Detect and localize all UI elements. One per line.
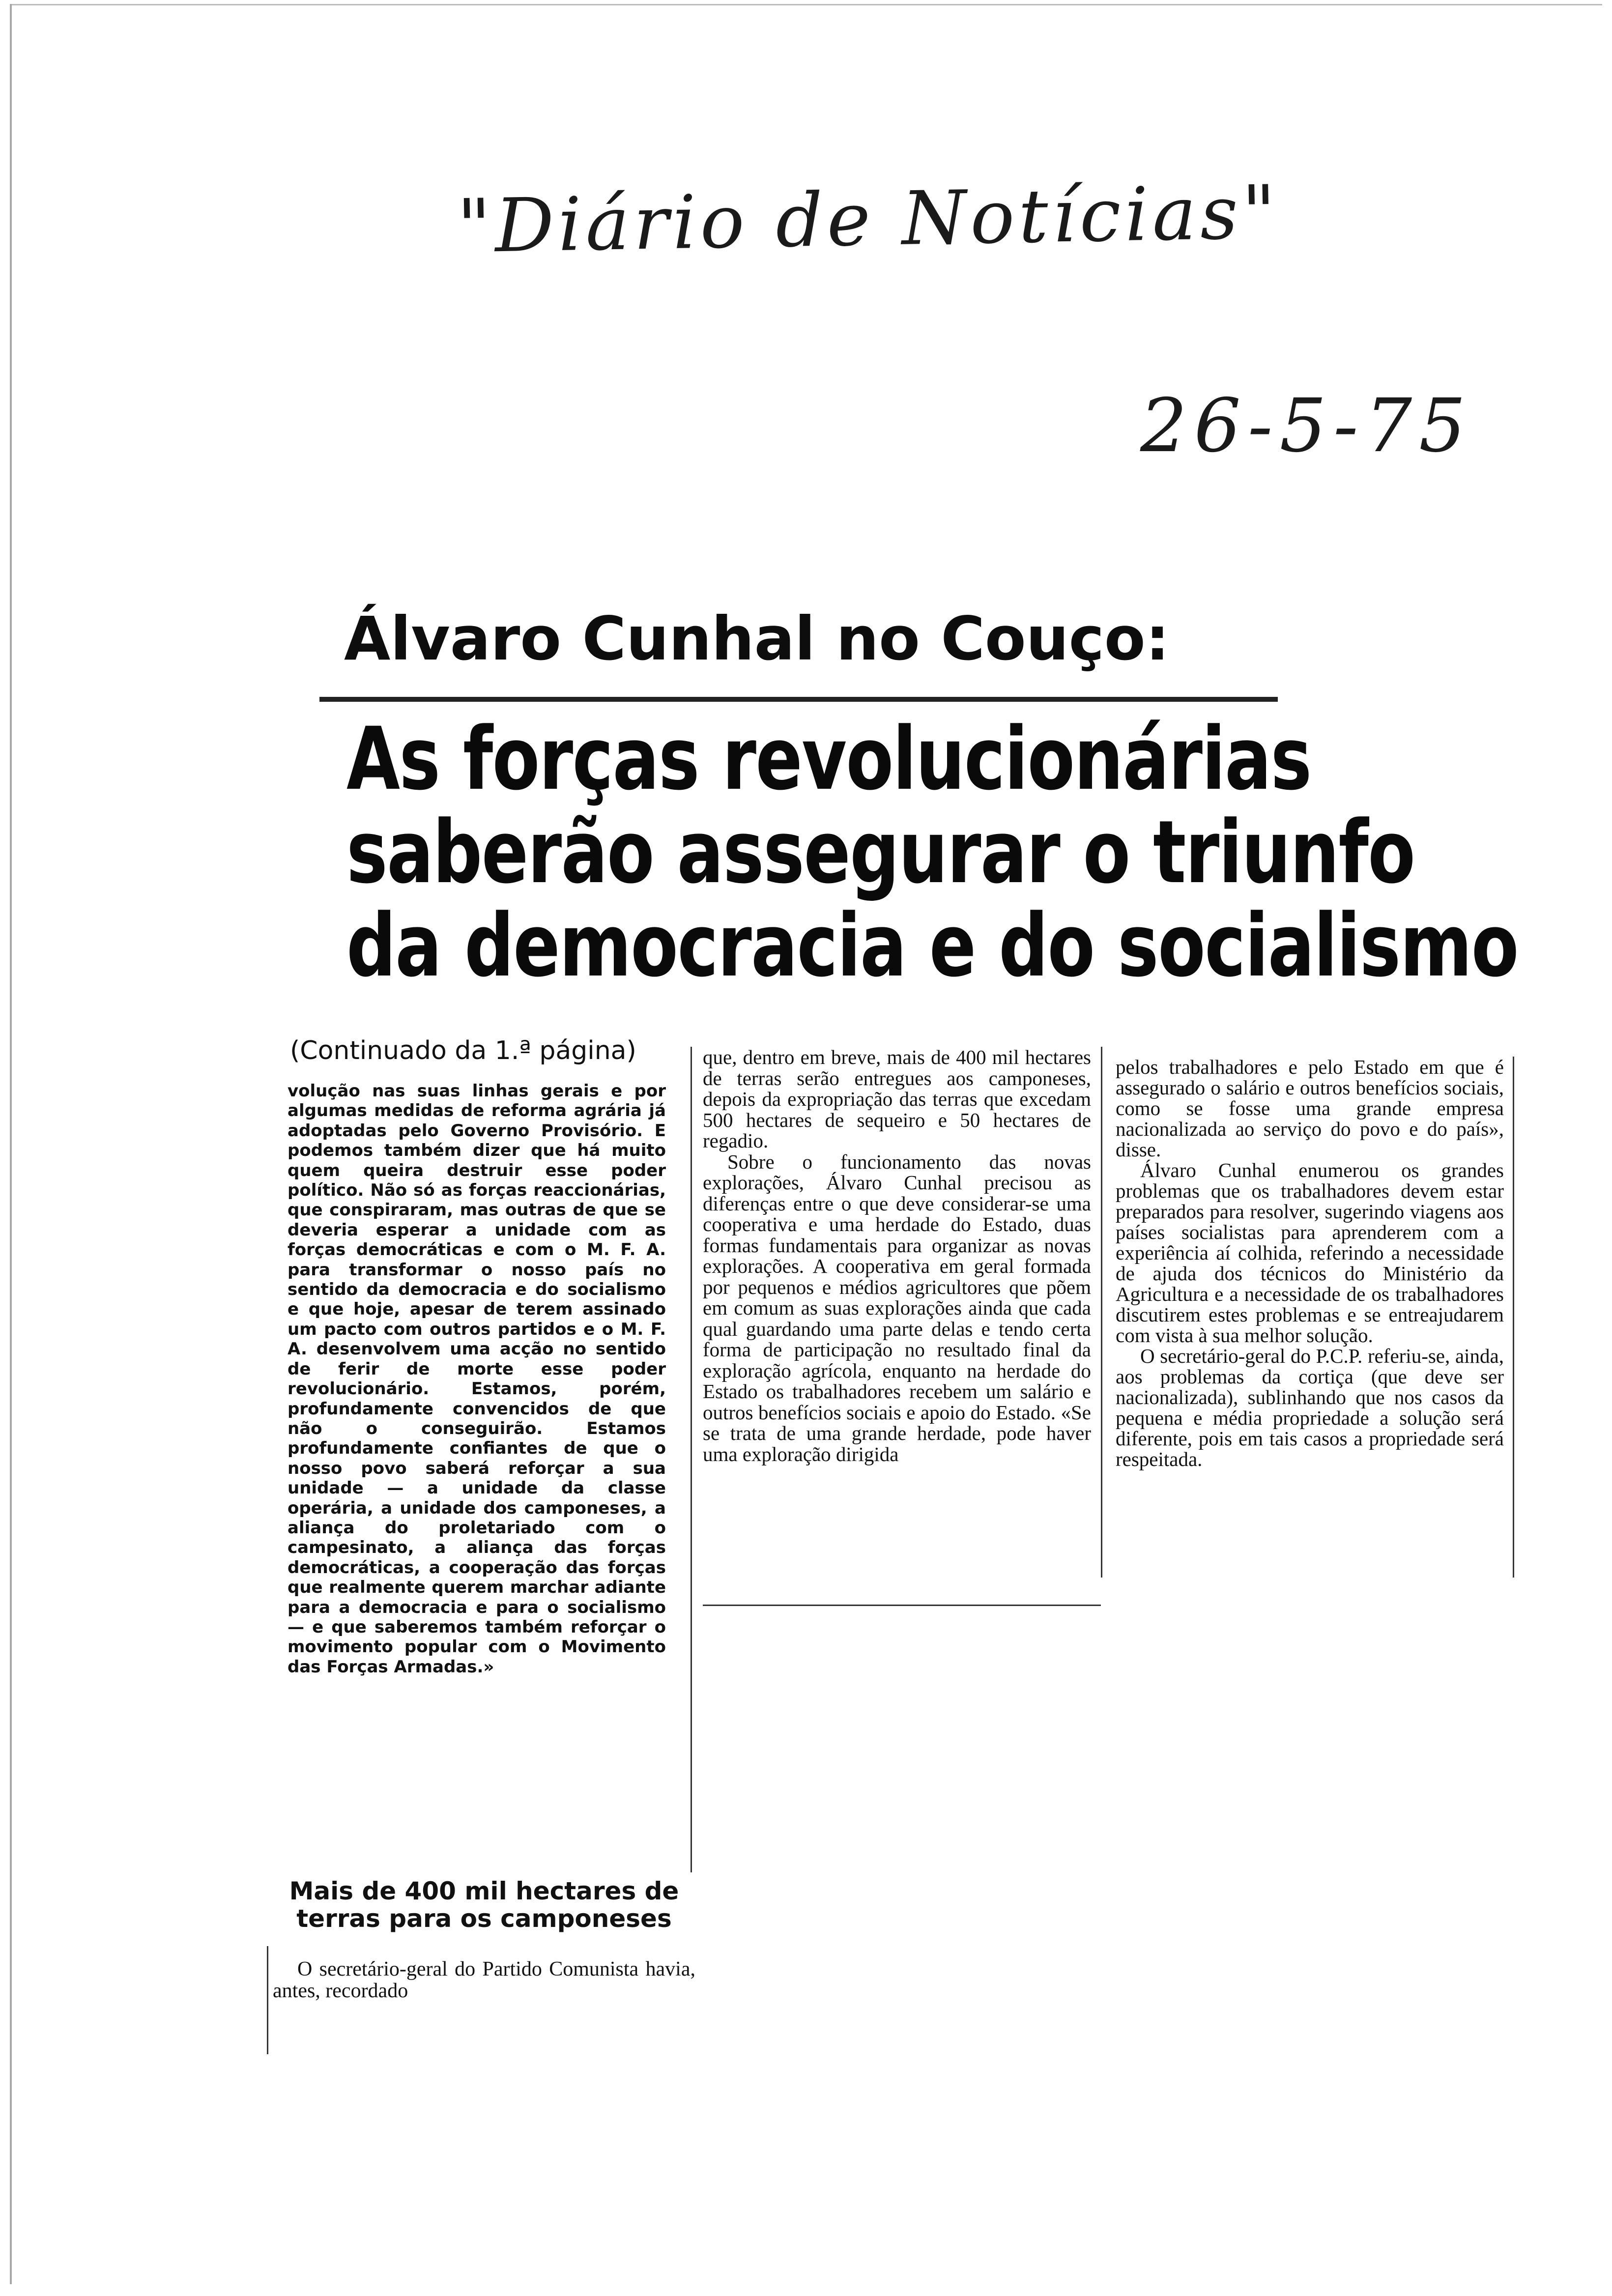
column-paragraph: volução nas suas linhas gerais e por algumas medidas de reforma agrária já adoptadas pelo Governo Provisório. E podemos também dizer que há muito quem queira destruir esse poder político. Não só as forças reaccionárias, que conspiraram, mas outras de que se deveria esperar a unidade com as forças democráticas e com o M. F. A. para transformar o nosso país no sentido da democracia e do socialismo e que hoje, apesar de terem assinado um pacto com outros partidos e o M. F. A. desenvolvem uma acção no sentido de ferir de morte esse poder revolucionário. Estamos, porém, profundamente convencidos de que não o conseguirão. Estamos profundamente confiantes de que o nosso povo saberá reforçar a sua unidade — a unidade da classe operária, a unidade dos camponeses, a aliança do proletariado com o campesinato, a aliança das forças democráticas, a cooperação das forças que realmente querem marchar adiante para a democracia e para o socialismo — e que saberemos também reforçar o movimento popular com o Movimento das Forças Armadas.» <box>288 1081 666 1677</box>
column-paragraph: pelos trabalhadores e pelo Estado em que é assegurado o salário e outros benefícios sociais, como se fosse uma grande empresa nacionalizada ao serviço do povo e do país», disse. <box>1116 1056 1504 1161</box>
article-headline <box>346 709 1518 996</box>
column-rule <box>1101 1047 1102 1578</box>
column-2 <box>703 1047 1091 1464</box>
column-paragraph: O secretário-geral do P.C.P. referiu-se, ainda, aos problemas da cortiça (que deve ser nacionalizada), sublinhando que nos casos da pequena e média propriedade a solução será diferente, pois em tais casos a propriedade será respeitada. <box>1116 1345 1504 1470</box>
handwritten-newspaper-name: "Diário de Notícias" <box>456 170 1281 270</box>
handwritten-date: 26-5-75 <box>1140 383 1473 469</box>
column-rule-bottom <box>703 1605 1101 1606</box>
clipping-edge <box>267 1946 268 2054</box>
column-paragraph: O secretário-geral do Partido Comunista havia, antes, recordado <box>273 1958 695 2002</box>
scan-border-top <box>10 4 1602 5</box>
column-3 <box>1116 1057 1504 1469</box>
column-rule <box>1513 1057 1514 1578</box>
continued-note: (Continuado da 1.ª página) <box>290 1036 636 1065</box>
section-subhead: Mais de 400 mil hectares de terras para os camponeses <box>289 1877 679 1933</box>
headline-line: da democracia e do socialismo <box>346 895 1518 996</box>
headline-line: As forças revolucionárias <box>346 709 1311 809</box>
kicker-underline <box>319 697 1278 702</box>
column-1 <box>288 1081 666 1677</box>
headline-line: saberão assegurar o triunfo <box>346 802 1415 903</box>
column-1-tail <box>273 1958 695 2002</box>
column-paragraph: Sobre o funcionamento das novas explorações, Álvaro Cunhal precisou as diferenças entre o que deve considerar-se uma cooperativa e uma herdade do Estado, duas formas fundamentais para organizar as novas explorações. A cooperativa em geral formada por pequenos e médios agricultores que põem em comum as suas explorações ainda que cada qual guardando uma parte delas e tendo certa forma de participação no resultado final da exploração agrícola, enquanto na herdade do Estado os trabalhadores recebem um salário e outros benefícios sociais e apoio do Estado. «Se se trata de uma grande herdade, pode haver uma exploração dirigida <box>703 1150 1091 1465</box>
column-paragraph: que, dentro em breve, mais de 400 mil hectares de terras serão entregues aos camponeses, depois da expropriação das terras que excedam 500 hectares de sequeiro e 50 hectares de regadio. <box>703 1046 1091 1152</box>
column-paragraph: Álvaro Cunhal enumerou os grandes problemas que os trabalhadores devem estar preparados para resolver, sugerindo viagens aos países socialistas para aprenderem com a experiência aí colhida, referindo a necessidade de ajuda dos técnicos do Ministério da Agricultura e a necessidade de os trabalhadores discutirem estes problemas e se entreajudarem com vista à sua melhor solução. <box>1116 1159 1504 1347</box>
column-rule <box>691 1047 692 1872</box>
article-kicker: Álvaro Cunhal no Couço: <box>344 604 1170 674</box>
scan-border-left <box>10 4 12 2284</box>
